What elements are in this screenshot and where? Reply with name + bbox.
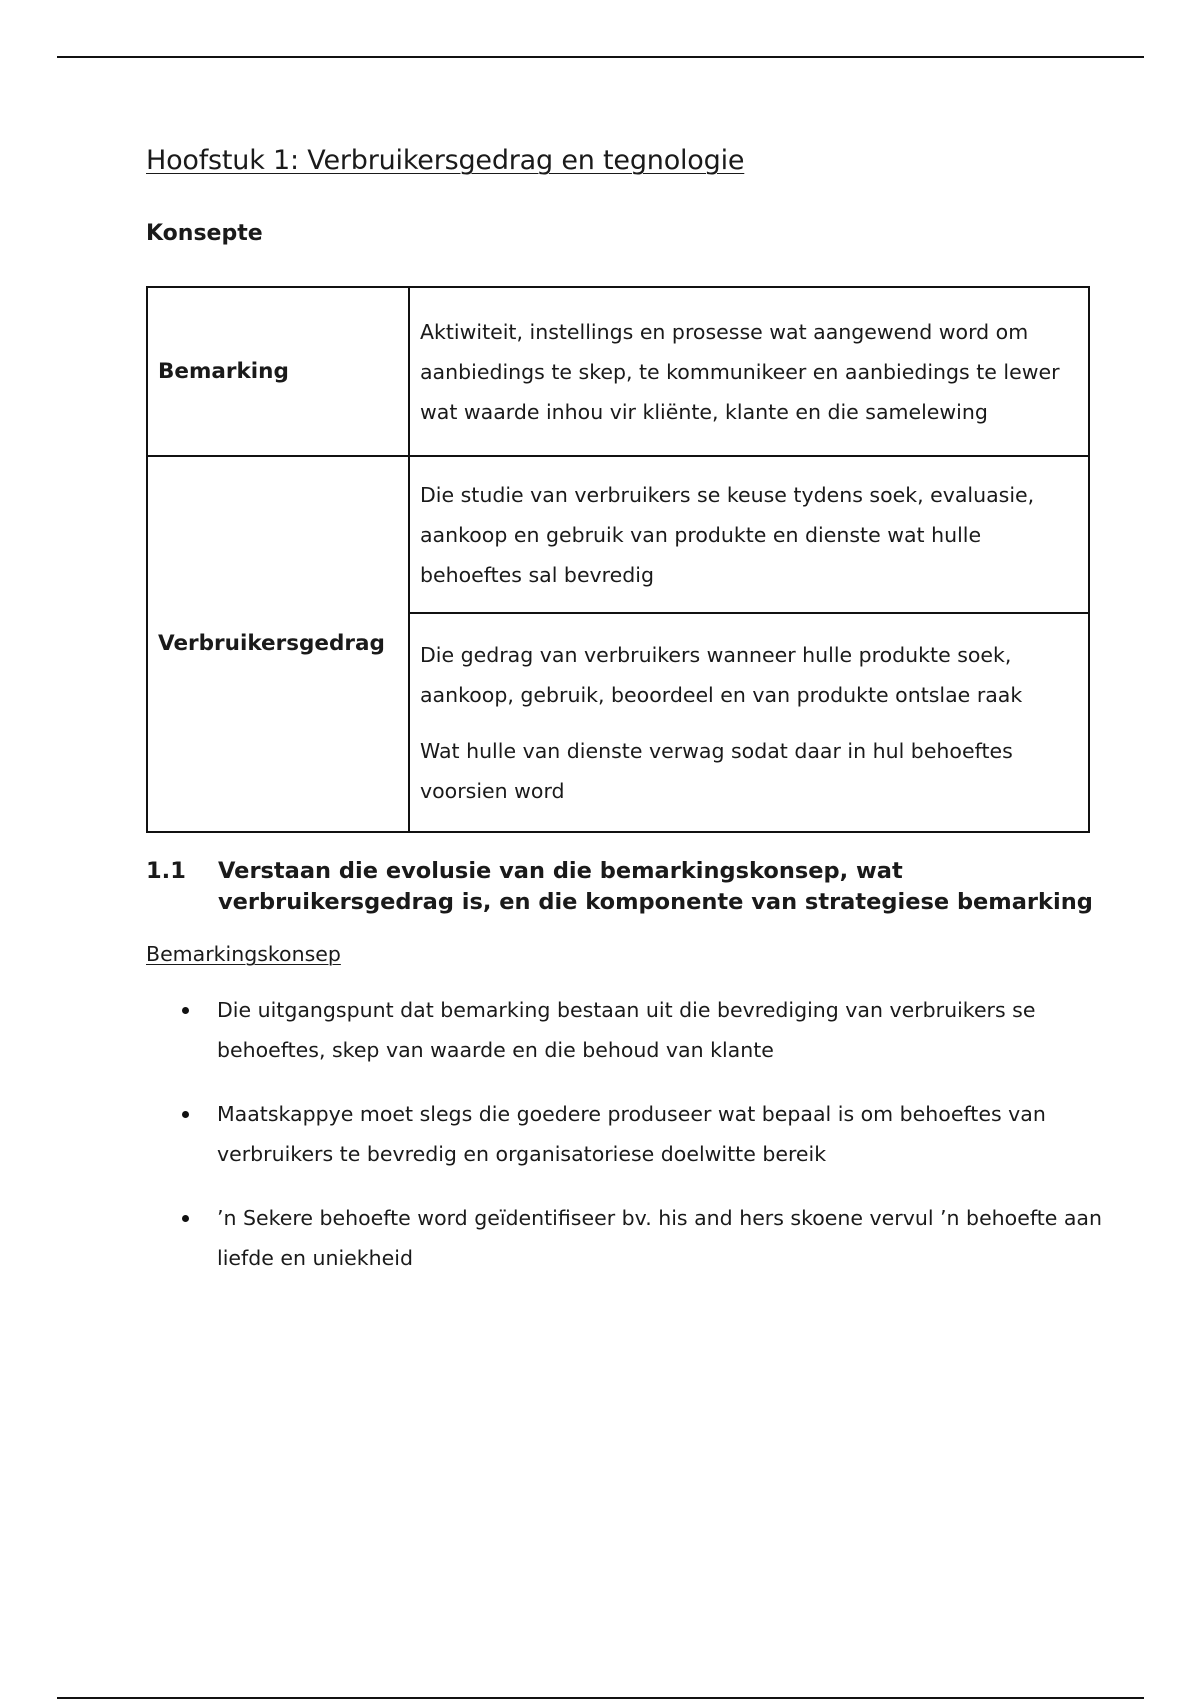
bullet-icon — [182, 1007, 189, 1014]
table-row — [147, 456, 1089, 613]
term-verbruikersgedrag: Verbruikersgedrag — [147, 456, 409, 832]
bottom-rule — [57, 1697, 1144, 1699]
definition-text: Die studie van verbruikers se keuse tydens soek, evaluasie, aankoop en gebruik van produkte en dienste wat hulle behoeftes sal bevredig — [420, 482, 1035, 587]
definition-verbruikersgedrag-2 — [409, 613, 1089, 832]
definition-text: Aktiwiteit, instellings en prosesse wat aangewend word om aanbiedings te skep, te kommunikeer en aanbiedings te lewer wat waarde inhou vir kliënte, klante en die samelewing — [420, 319, 1060, 424]
subheading: Bemarkingskonsep — [146, 942, 341, 966]
bullet-icon — [182, 1215, 189, 1222]
definition-bemarking — [409, 287, 1089, 456]
definition-verbruikersgedrag-1 — [409, 456, 1089, 613]
list-item — [146, 990, 1106, 1070]
top-rule — [57, 56, 1144, 58]
section-title: Verstaan die evolusie van die bemarkingskonsep, wat verbruikersgedrag is, en die komponente van strategiese bemarking — [218, 858, 1093, 915]
list-item — [146, 1094, 1106, 1174]
table-row — [147, 287, 1089, 456]
list-item-text: ’n Sekere behoefte word geïdentifiseer bv. his and hers skoene vervul ’n behoefte aan liefde en uniekheid — [217, 1206, 1102, 1270]
bullet-icon — [182, 1111, 189, 1118]
chapter-title: Hoofstuk 1: Verbruikersgedrag en tegnologie — [146, 145, 745, 176]
list-item-text: Maatskappye moet slegs die goedere produseer wat bepaal is om behoeftes van verbruikers te bevredig en organisatoriese doelwitte bereik — [217, 1102, 1046, 1166]
list-item — [146, 1198, 1106, 1278]
bullet-list — [146, 990, 1106, 1302]
definition-text: Die gedrag van verbruikers wanneer hulle produkte soek, aankoop, gebruik, beoordeel en van produkte ontslae raak — [420, 642, 1023, 707]
concepts-heading: Konsepte — [146, 221, 263, 246]
definition-text: Wat hulle van dienste verwag sodat daar in hul behoeftes voorsien word — [420, 738, 1013, 803]
concepts-table — [146, 286, 1090, 833]
section-heading — [146, 856, 1106, 918]
term-bemarking: Bemarking — [147, 287, 409, 456]
list-item-text: Die uitgangspunt dat bemarking bestaan uit die bevrediging van verbruikers se behoeftes, skep van waarde en die behoud van klante — [217, 998, 1036, 1062]
section-number: 1.1 — [146, 858, 186, 884]
